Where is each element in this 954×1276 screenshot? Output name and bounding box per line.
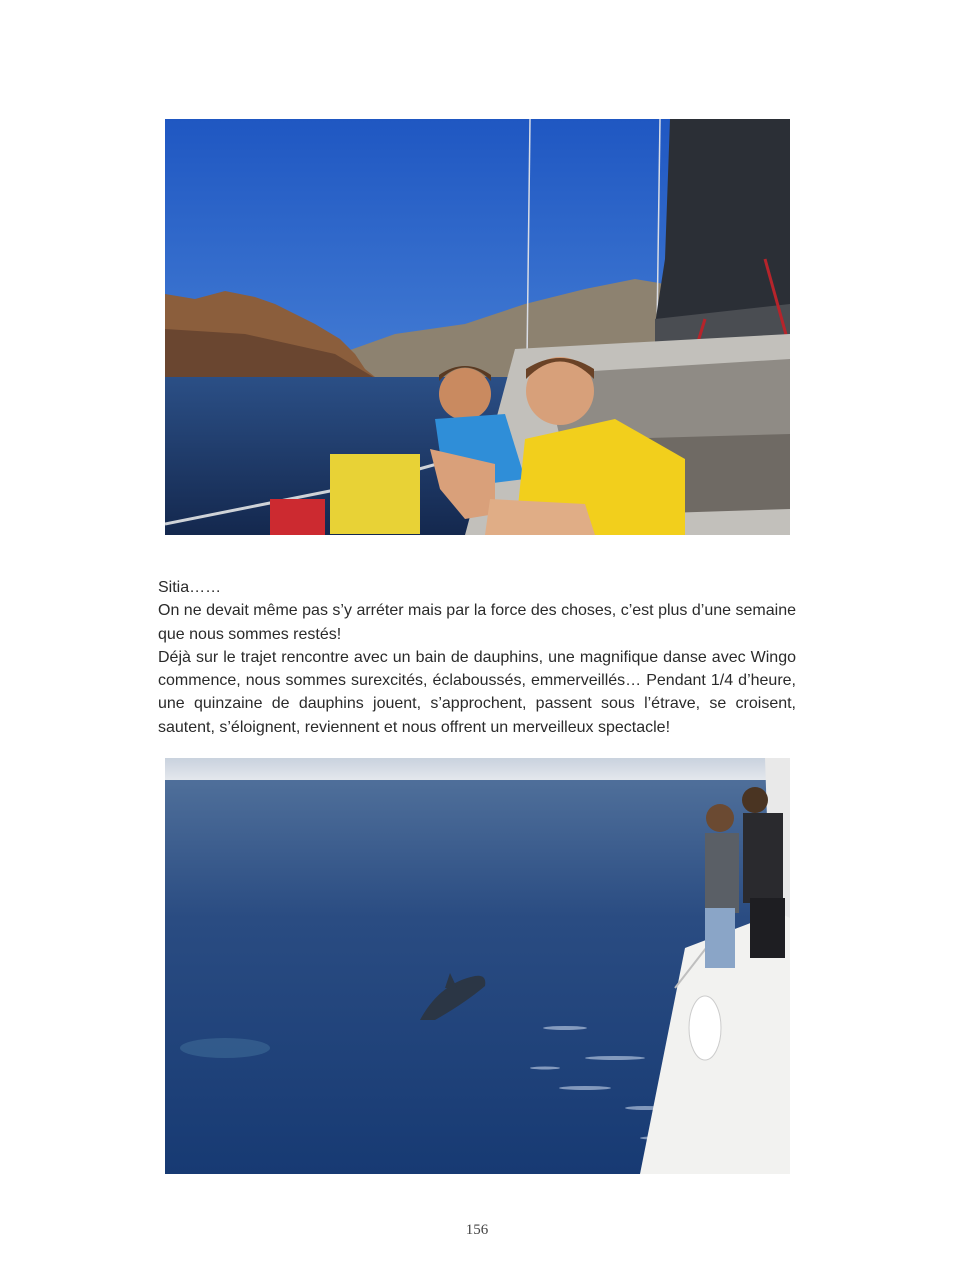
paragraph-stay: On ne devait même pas s’y arréter mais par la force des choses, c’est plus d’une semaine que nous sommes restés! bbox=[158, 602, 796, 643]
photo-dolphin-at-sea bbox=[165, 758, 790, 1174]
paragraph-title: Sitia…… bbox=[158, 579, 222, 596]
paragraph-dolphins: Déjà sur le trajet rencontre avec un bain de dauphins, une magnifique danse avec Wingo commence, nous sommes surexcités, éclaboussés, emmerveillés… Pendant 1/4 d’heure, une quinzaine de dauphins jouent, s’approchent, passent sous l’étrave, se croisent, sautent, s’éloignent, reviennent et nous offrent un merveilleux spectacle! bbox=[158, 648, 796, 736]
body-text bbox=[158, 576, 796, 739]
photo-boys-on-boat bbox=[165, 119, 790, 535]
page-number: 156 bbox=[465, 1222, 489, 1238]
